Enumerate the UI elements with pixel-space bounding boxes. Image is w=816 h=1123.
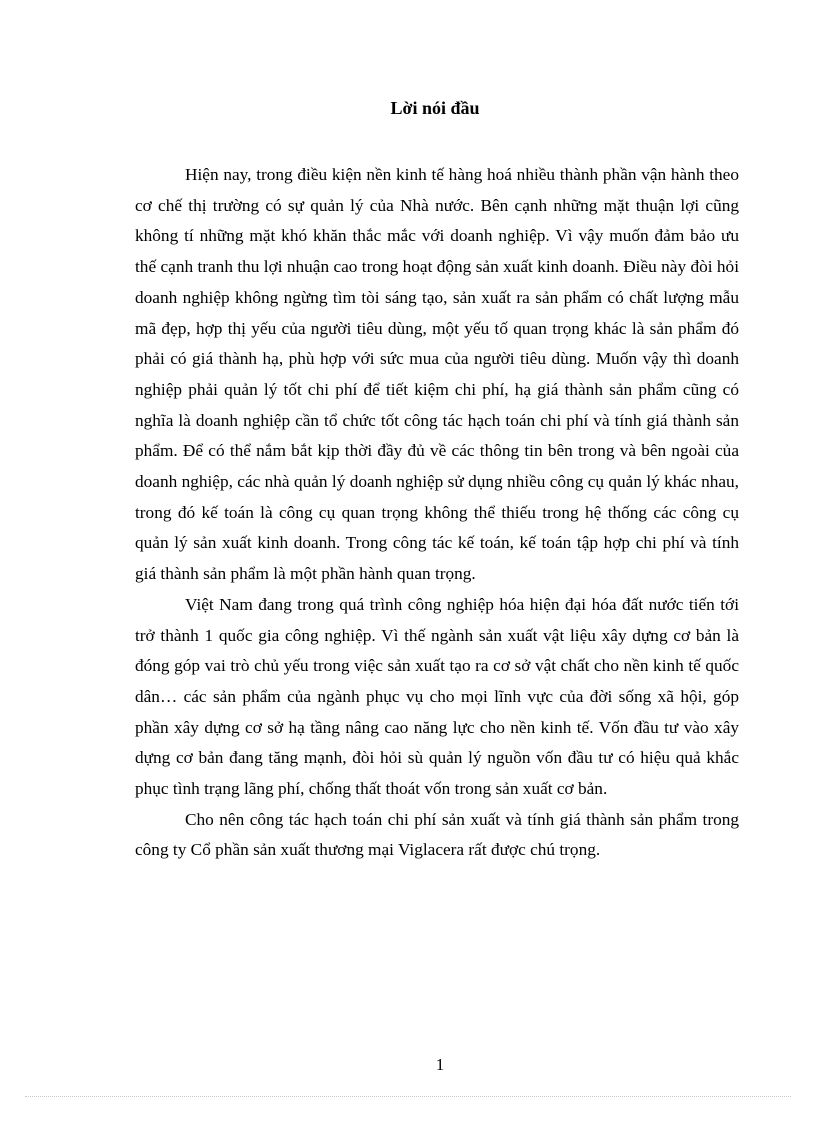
body-text: [135, 160, 739, 866]
page-title: Lời nói đầu: [390, 98, 480, 118]
paragraph-3: Cho nên công tác hạch toán chi phí sản xuất và tính giá thành sản phẩm trong công ty Cổ phần sản xuất thương mại Viglacera rất được chú trọng.: [135, 809, 739, 860]
paragraph-1: Hiện nay, trong điều kiện nền kinh tế hàng hoá nhiều thành phần vận hành theo cơ chế thị trường có sự quản lý của Nhà nước. Bên cạnh những mặt thuận lợi cũng không tí những mặt khó khăn thắc mắc với doanh nghiệp. Vì vậy muốn đảm bảo ưu thế cạnh tranh thu lợi nhuận cao trong hoạt động sản xuất kinh doanh. Điều này đòi hỏi doanh nghiệp không ngừng tìm tòi sáng tạo, sản xuất ra sản phẩm có chất lượng mẫu mã đẹp, hợp thị yếu của người tiêu dùng, một yếu tố quan trọng khác là sản phẩm đó phải có giá thành hạ, phù hợp với sức mua của người tiêu dùng. Muốn vậy thì doanh nghiệp phải quản lý tốt chi phí để tiết kiệm chi phí, hạ giá thành sản phẩm cũng có nghĩa là doanh nghiệp cần tổ chức tốt công tác hạch toán chi phí và tính giá thành sản phẩm. Để có thể nắm bắt kịp thời đầy đủ về các thông tin bên trong và bên ngoài của doanh nghiệp, các nhà quản lý doanh nghiệp sử dụng nhiều công cụ quản lý khác nhau, trong đó kế toán là công cụ quan trọng không thể thiếu trong hệ thống các công cụ quản lý sản xuất kinh doanh. Trong công tác kế toán, kế toán tập hợp chi phí và tính giá thành sản phẩm là một phần hành quan trọng.: [135, 165, 739, 584]
page-number: 1: [435, 1055, 445, 1074]
paragraph-2: Việt Nam đang trong quá trình công nghiệp hóa hiện đại hóa đất nước tiến tới trở thành 1 quốc gia công nghiệp. Vì thế ngành sản xuất vật liệu xây dựng cơ bản là đóng góp vai trò chủ yếu trong việc sản xuất tạo ra cơ sở vật chất cho nền kinh tế quốc dân… các sản phẩm của ngành phục vụ cho mọi lĩnh vực của đời sống xã hội, góp phần xây dựng cơ sở hạ tầng nâng cao năng lực cho nền kinh tế. Vốn đầu tư vào xây dựng cơ bản đang tăng mạnh, đòi hỏi sù quản lý nguồn vốn đầu tư có hiệu quả khắc phục tình trạng lãng phí, chống thất thoát vốn trong sản xuất cơ bản.: [135, 594, 739, 799]
footer-divider: [25, 1096, 791, 1097]
